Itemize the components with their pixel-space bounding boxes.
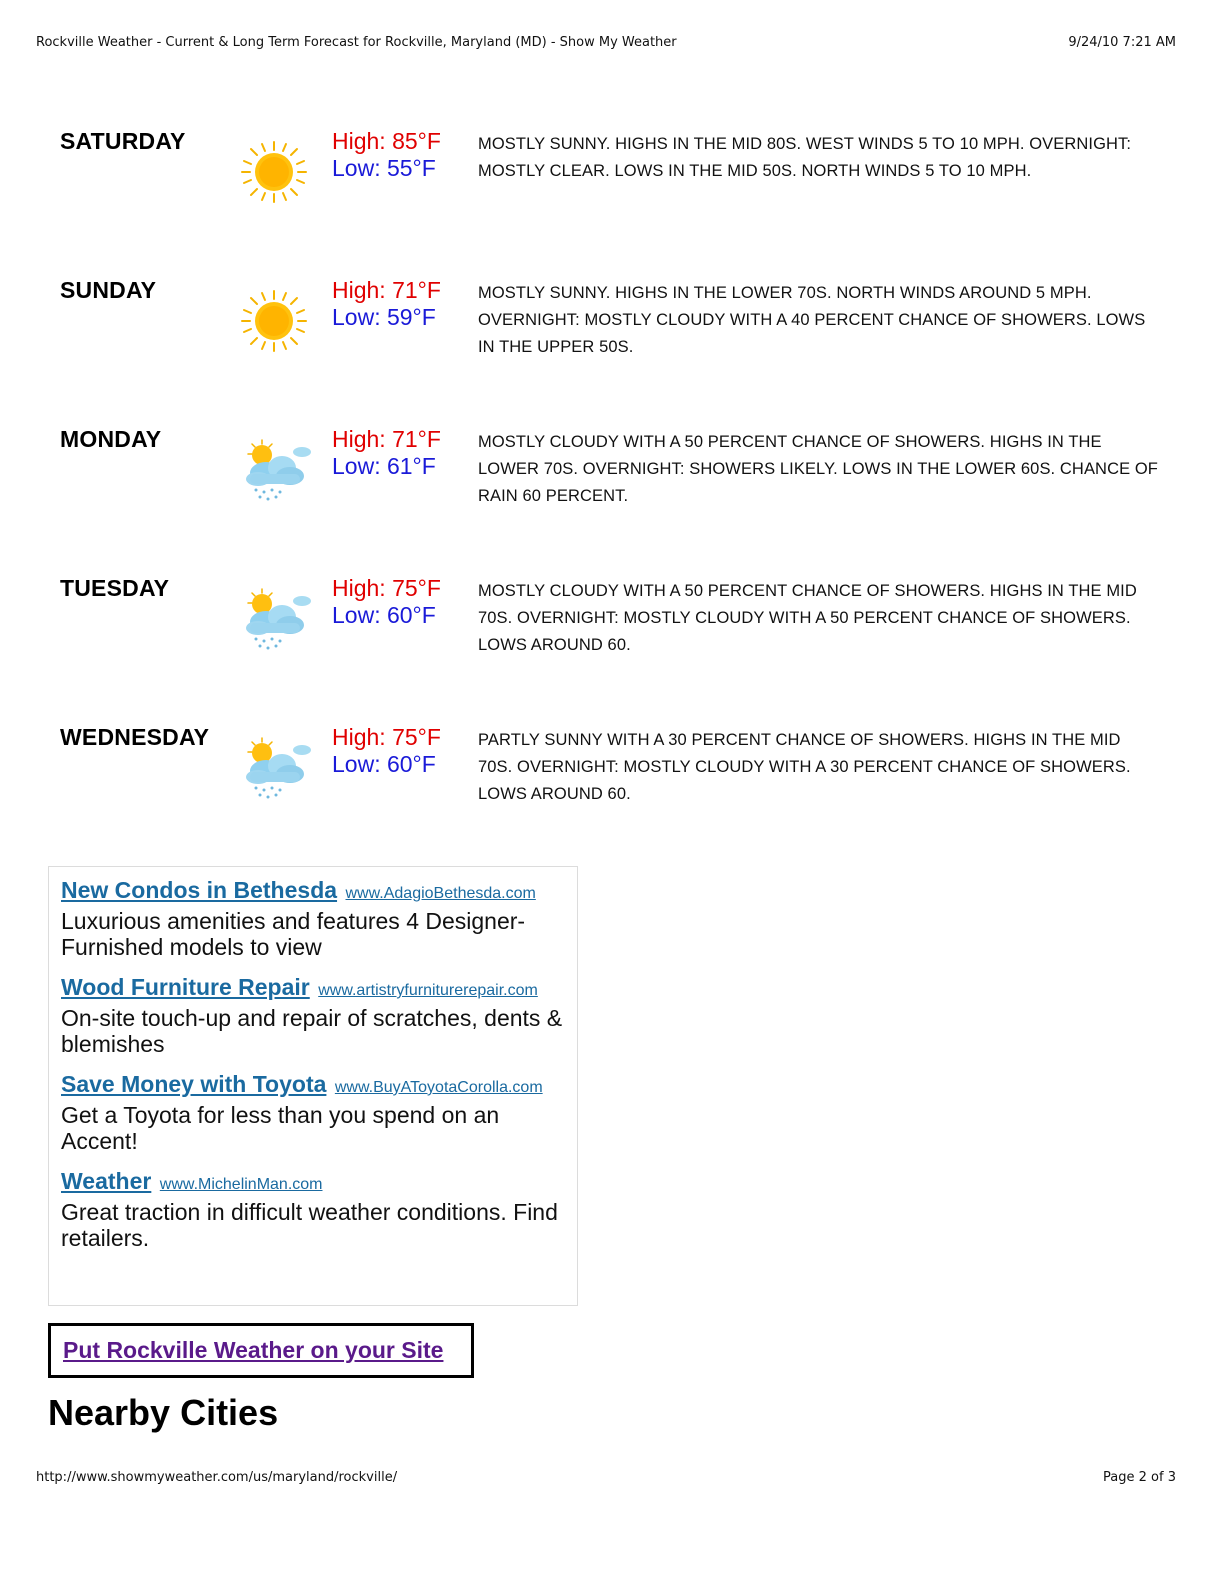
forecast-row [60,724,1170,873]
embed-widget-box [48,1323,474,1378]
temperature-range [332,128,441,182]
temperature-range [332,724,441,778]
day-name: WEDNESDAY [60,724,210,750]
ad-url-link[interactable]: www.AdagioBethesda.com [345,885,536,902]
nearby-cities-heading: Nearby Cities [48,1392,279,1433]
embed-weather-link[interactable]: Put Rockville Weather on your Site [63,1337,444,1363]
print-footer [36,1470,1176,1485]
ad-item [61,974,565,1057]
forecast-row [60,426,1170,575]
ad-text: On-site touch-up and repair of scratches, dents & blemishes [61,1005,563,1057]
temperature-range [332,426,441,480]
ad-item [61,1071,565,1154]
partly-cloudy-showers-icon [236,438,316,502]
ad-title-link[interactable]: Wood Furniture Repair [61,974,310,1000]
ad-title-link[interactable]: New Condos in Bethesda [61,877,338,903]
ad-item [61,877,565,960]
low-temp: Low: 61°F [332,453,436,479]
ad-url-link[interactable]: www.artistryfurniturerepair.com [318,982,538,999]
sponsored-ads-box [48,866,578,1306]
high-temp: High: 71°F [332,426,441,452]
print-timestamp: 9/24/10 7:21 AM [1068,35,1176,50]
high-temp: High: 71°F [332,277,441,303]
low-temp: Low: 60°F [332,602,436,628]
page-title: Rockville Weather - Current & Long Term Forecast for Rockville, Maryland (MD) - Show My Weather [36,35,677,50]
ad-text: Get a Toyota for less than you spend on an Accent! [61,1102,500,1154]
high-temp: High: 75°F [332,575,441,601]
high-temp: High: 75°F [332,724,441,750]
forecast-description: MOSTLY CLOUDY WITH A 50 PERCENT CHANCE OF SHOWERS. HIGHS IN THE MID 70S. OVERNIGHT: MOSTLY CLOUDY WITH A 50 PERCENT CHANCE OF SHOWERS. LOWS AROUND 60. [478,582,1137,654]
forecast-description: MOSTLY SUNNY. HIGHS IN THE LOWER 70S. NORTH WINDS AROUND 5 MPH. OVERNIGHT: MOSTLY CLOUDY WITH A 40 PERCENT CHANCE OF SHOWERS. LOWS IN THE UPPER 50S. [478,284,1146,356]
day-name: MONDAY [60,426,162,452]
print-header [36,35,1176,50]
partly-cloudy-showers-icon [236,736,316,800]
ad-text: Great traction in difficult weather conditions. Find retailers. [61,1199,558,1251]
sunny-icon [236,140,316,204]
ad-url-link[interactable]: www.MichelinMan.com [159,1176,323,1193]
low-temp: Low: 55°F [332,155,436,181]
forecast-row [60,128,1170,277]
forecast-description: PARTLY SUNNY WITH A 30 PERCENT CHANCE OF SHOWERS. HIGHS IN THE MID 70S. OVERNIGHT: MOSTLY CLOUDY WITH A 30 PERCENT CHANCE OF SHOWERS. LOWS AROUND 60. [478,731,1131,803]
ad-title-link[interactable]: Save Money with Toyota [61,1071,327,1097]
temperature-range [332,277,441,331]
temperature-range [332,575,441,629]
ad-url-link[interactable]: www.BuyAToyotaCorolla.com [334,1079,543,1096]
forecast-description: MOSTLY SUNNY. HIGHS IN THE MID 80S. WEST WINDS 5 TO 10 MPH. OVERNIGHT: MOSTLY CLEAR. LOWS IN THE MID 50S. NORTH WINDS 5 TO 10 MPH. [478,135,1132,180]
ad-text: Luxurious amenities and features 4 Designer-Furnished models to view [61,908,526,960]
low-temp: Low: 60°F [332,751,436,777]
partly-cloudy-showers-icon [236,587,316,651]
page-url: http://www.showmyweather.com/us/maryland/rockville/ [36,1470,398,1485]
ad-item [61,1168,565,1251]
forecast-row [60,575,1170,724]
day-name: SATURDAY [60,128,186,154]
low-temp: Low: 59°F [332,304,436,330]
forecast-row [60,277,1170,426]
day-name: SUNDAY [60,277,157,303]
ad-title-link[interactable]: Weather [61,1168,152,1194]
sunny-icon [236,289,316,353]
high-temp: High: 85°F [332,128,441,154]
forecast-list [60,128,1170,873]
forecast-description: MOSTLY CLOUDY WITH A 50 PERCENT CHANCE OF SHOWERS. HIGHS IN THE LOWER 70S. OVERNIGHT: SHOWERS LIKELY. LOWS IN THE LOWER 60S. CHANCE OF RAIN 60 PERCENT. [478,433,1158,505]
page-number: Page 2 of 3 [1103,1470,1176,1485]
day-name: TUESDAY [60,575,170,601]
